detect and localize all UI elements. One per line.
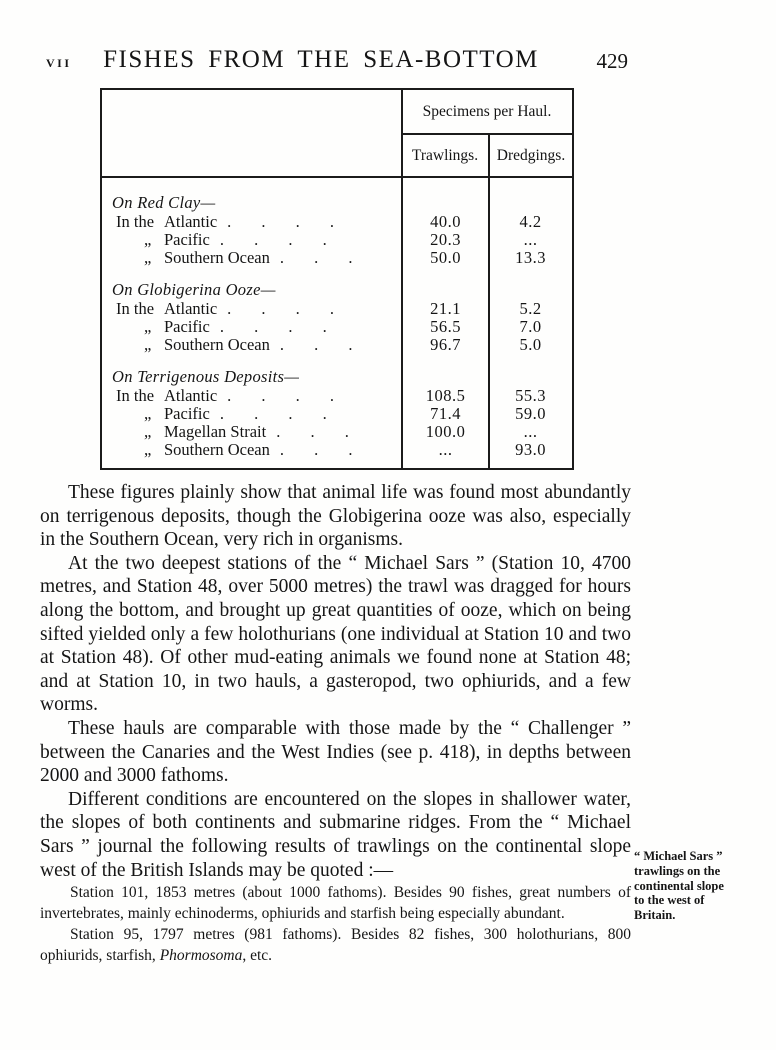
- paragraph: These hauls are comparable with those made by the “ Challenger ” between the Canaries and the West Indies (see p. 418), in depths between 2000 and 3000 fathoms.: [40, 717, 631, 787]
- row-name: Atlantic: [164, 300, 218, 318]
- row-label: [102, 249, 402, 267]
- table-section-red-clay: [102, 193, 572, 267]
- dot-leader: . . . .: [227, 300, 348, 318]
- table-row: [102, 300, 572, 318]
- ditto-mark: „: [144, 231, 152, 249]
- row-marker: In the: [116, 213, 155, 231]
- running-head: [40, 46, 632, 76]
- paragraph: Different conditions are encountered on the slopes in shallower water, the slopes of both continents and submarine ridges. From the “ Michael Sars ” journal the following results of trawlings on the continental slope west of the British Islands may be quoted :—: [40, 788, 631, 881]
- table-section-terrigenous-deposits: [102, 367, 572, 459]
- trawlings-value: 21.1: [430, 299, 461, 318]
- row-name: Southern Ocean: [164, 249, 270, 267]
- paragraph: These figures plainly show that animal life was found most abundantly on terrigenous deposits, though the Globigerina ooze was also, especially in the Southern Ocean, very rich in organisms.: [40, 482, 631, 551]
- trawlings-value: 20.3: [430, 230, 461, 249]
- ditto-mark: „: [144, 441, 152, 459]
- specimens-table: [100, 88, 574, 470]
- row-marker: In the: [116, 387, 155, 405]
- trawlings-value: 108.5: [425, 386, 466, 405]
- table-row: [102, 441, 572, 459]
- row-label: [102, 300, 402, 318]
- ditto-mark: „: [144, 405, 152, 423]
- dredgings-value: 7.0: [519, 317, 542, 336]
- ditto-mark: „: [144, 336, 152, 354]
- dot-leader: . . .: [279, 336, 366, 354]
- column-header-dredgings: Dredgings.: [496, 147, 566, 164]
- page-number: 429: [596, 49, 628, 73]
- table-horizontal-rule: [402, 133, 572, 135]
- dot-leader: . . . .: [219, 318, 340, 336]
- table-group-header: Specimens per Haul.: [422, 103, 552, 120]
- trawlings-value: 40.0: [430, 212, 461, 231]
- dredgings-value: 4.2: [519, 212, 542, 231]
- body-text: [40, 481, 631, 966]
- row-label: [102, 231, 402, 249]
- margin-note: “ Michael Sars ” trawlings on the continental slope to the west of Britain.: [634, 849, 724, 923]
- trawlings-value: ...: [438, 440, 453, 459]
- trawlings-value: 100.0: [425, 422, 466, 441]
- section-title: On Red Clay—: [112, 193, 216, 212]
- dredgings-value: 5.0: [519, 335, 542, 354]
- dredgings-value: 13.3: [515, 248, 546, 267]
- table-row: [102, 387, 572, 405]
- row-label: [102, 441, 402, 459]
- paragraph-text: , etc.: [242, 947, 273, 965]
- dredgings-value: 93.0: [515, 440, 546, 459]
- table-section-globigerina-ooze: [102, 280, 572, 354]
- paragraph: At the two deepest stations of the “ Michael Sars ” (Station 10, 4700 metres, and Station 48, over 5000 metres) the trawl was dragged for hours along the bottom, and brought up great quantities of ooze, which on being sifted yielded only a few holothurians (one individual at Station 10 and two at Station 48). Of other mud-eating animals we found none at Station 48; and at Station 10, in two hauls, a gasteropod, two ophiurids, and a few worms.: [40, 552, 631, 716]
- dredgings-value: 5.2: [519, 299, 542, 318]
- table-row: [102, 423, 572, 441]
- trawlings-value: 50.0: [430, 248, 461, 267]
- dredgings-value: ...: [523, 230, 538, 249]
- table-body: [102, 178, 572, 468]
- table-row: [102, 249, 572, 267]
- column-header-trawlings: Trawlings.: [411, 147, 479, 164]
- page-title: FISHES FROM THE SEA-BOTTOM: [103, 46, 539, 73]
- dot-leader: . . . .: [227, 387, 348, 405]
- chapter-numeral: VII: [46, 56, 72, 70]
- row-label: [102, 213, 402, 231]
- dot-leader: . . . .: [219, 405, 340, 423]
- dredgings-value: 59.0: [515, 404, 546, 423]
- row-label: [102, 336, 402, 354]
- table-row: [102, 336, 572, 354]
- row-label: [102, 318, 402, 336]
- dot-leader: . . . .: [219, 231, 340, 249]
- section-title: On Globigerina Ooze—: [112, 280, 276, 299]
- row-label: [102, 423, 402, 441]
- dot-leader: . . .: [279, 249, 366, 267]
- small-print-block: [40, 882, 631, 966]
- paragraph-small: Station 101, 1853 metres (about 1000 fathoms). Besides 90 fishes, great numbers of invertebrates, mainly echinoderms, ophiurids and starfish being especially abundant.: [40, 884, 631, 923]
- trawlings-value: 96.7: [430, 335, 461, 354]
- row-name: Southern Ocean: [164, 441, 270, 459]
- dot-leader: . . . .: [227, 213, 348, 231]
- ditto-mark: „: [144, 318, 152, 336]
- row-label: [102, 405, 402, 423]
- table-row: [102, 213, 572, 231]
- row-name: Pacific: [164, 318, 210, 336]
- species-name-italic: Phormosoma: [159, 947, 243, 965]
- ditto-mark: „: [144, 249, 152, 267]
- dredgings-value: ...: [523, 422, 538, 441]
- table-row: [102, 231, 572, 249]
- row-name: Pacific: [164, 231, 210, 249]
- row-label: [102, 387, 402, 405]
- row-name: Magellan Strait: [164, 423, 267, 441]
- paragraph-small: [40, 924, 631, 966]
- table-row: [102, 318, 572, 336]
- dredgings-value: 55.3: [515, 386, 546, 405]
- row-marker: In the: [116, 300, 155, 318]
- table-row: [102, 405, 572, 423]
- dot-leader: . . .: [279, 441, 366, 459]
- paragraph-text: Station 95, 1797 metres (981 fathoms). Besides 82 fishes, 300 holothurians, 800 ophiurids, starfish,: [40, 926, 631, 965]
- dot-leader: . . .: [276, 423, 362, 441]
- row-name: Southern Ocean: [164, 336, 270, 354]
- row-name: Atlantic: [164, 213, 218, 231]
- section-title: On Terrigenous Deposits—: [112, 367, 300, 386]
- row-name: Atlantic: [164, 387, 218, 405]
- trawlings-value: 56.5: [430, 317, 461, 336]
- row-name: Pacific: [164, 405, 210, 423]
- ditto-mark: „: [144, 423, 152, 441]
- trawlings-value: 71.4: [430, 404, 461, 423]
